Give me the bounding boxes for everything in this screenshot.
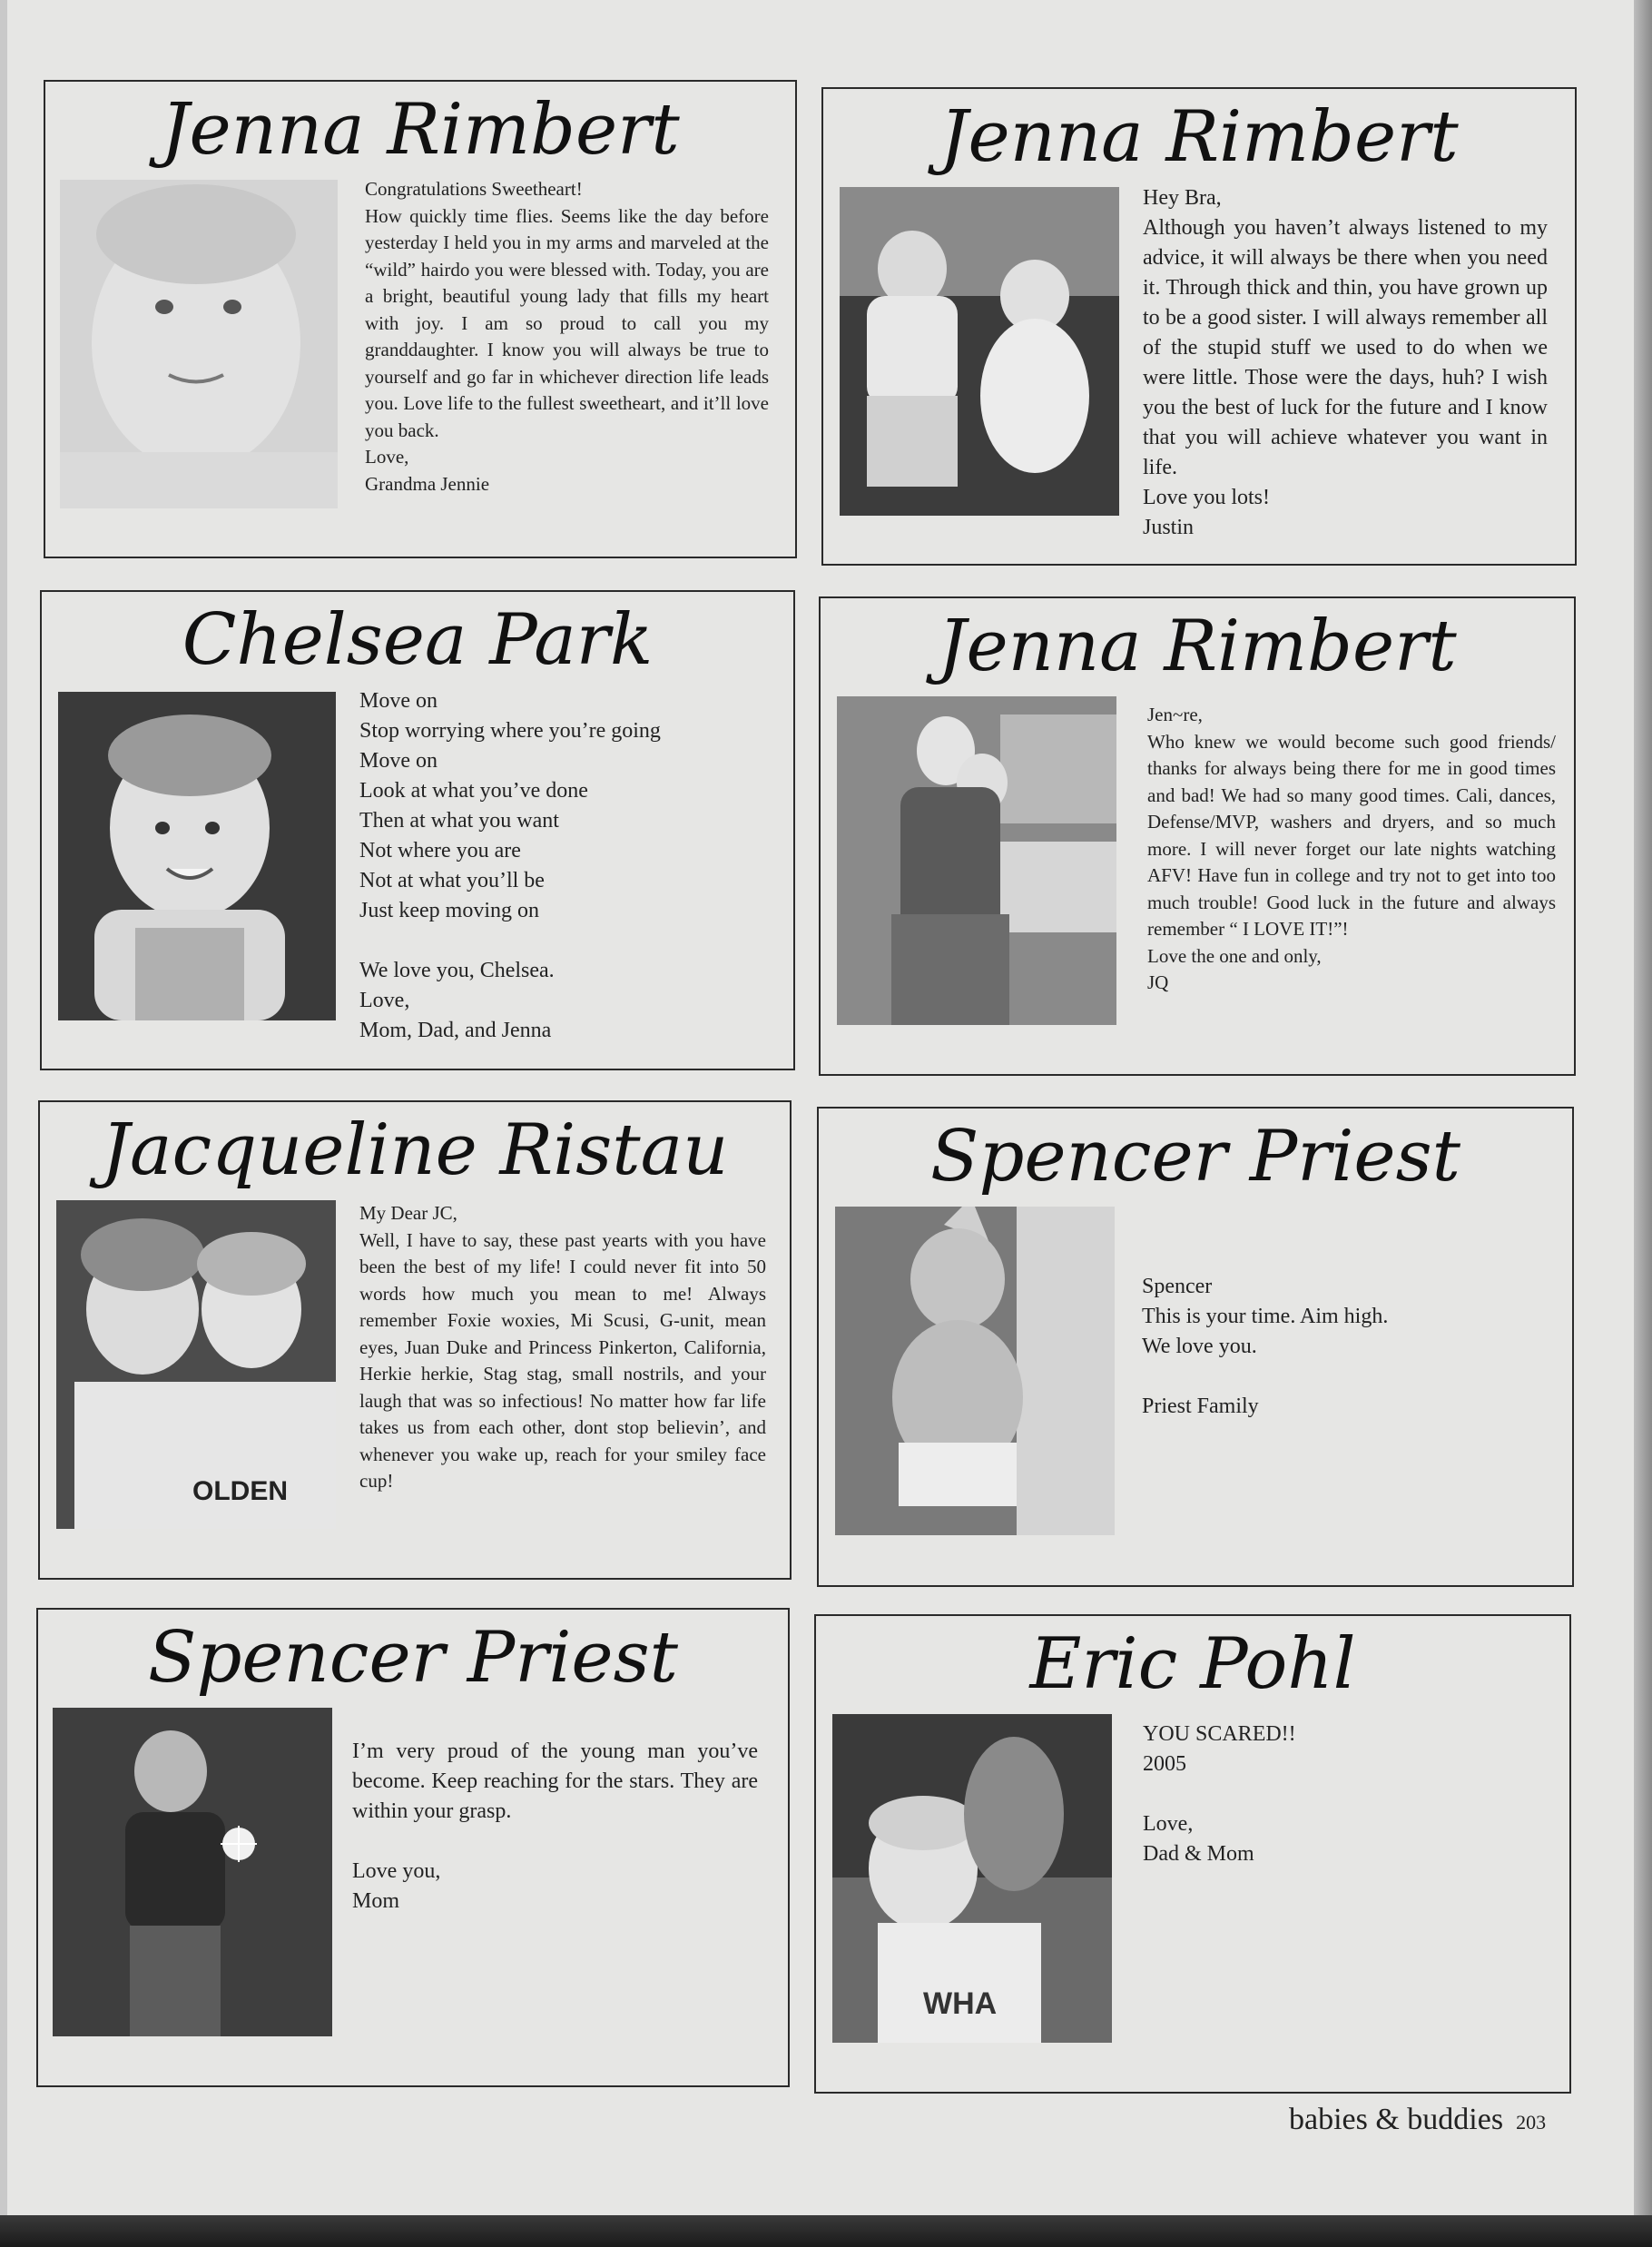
student-name: Jacqueline Ristau — [101, 1109, 729, 1191]
page-number: 203 — [1516, 2111, 1547, 2134]
student-name: Spencer Priest — [930, 1116, 1460, 1197]
svg-text:WHA: WHA — [923, 1986, 998, 2021]
student-name: Jenna Rimbert — [161, 89, 680, 171]
section-title: babies & buddies — [1289, 2103, 1504, 2136]
message-text: My Dear JC, Well, I have to say, these past yearts with you have been the best of my life! I could never fit into 50 words how much you mean to me! Always remember Foxie woxies, Mi Scusi, G-unit, mean eyes, Juan Duke and Princess Pinkerton, California, Herkie herkie, Stag stag, small nostrils, and your laugh that was so infectious! No matter how far life takes us from each other, dont stop believin’, and whenever you wake up, reach for your smiley face cup! — [359, 1202, 766, 1492]
child-photo — [53, 1708, 332, 2036]
ad-box — [817, 1107, 1574, 1587]
student-name: Jenna Rimbert — [939, 96, 1459, 178]
ad-box — [821, 87, 1577, 566]
page-edge-bottom — [0, 2215, 1652, 2247]
student-name: Chelsea Park — [182, 599, 654, 681]
student-name: Eric Pohl — [1029, 1623, 1356, 1705]
message-text: Spencer This is your time. Aim high. We love you. Priest Family — [1142, 1275, 1389, 1418]
child-photo — [832, 1714, 1112, 2043]
baby-photo — [835, 1207, 1115, 1535]
friends-photo — [837, 696, 1116, 1025]
message-text: Move on Stop worrying where you’re going Move on Look at what you’ve done Then at what you want Not where you are Not at what you’ll be Just keep moving on We love you, Chelsea. Love, Mom, Dad, and Jenna — [359, 689, 661, 1042]
ad-box — [819, 596, 1576, 1076]
student-name: Spencer Priest — [148, 1617, 678, 1699]
message-text: Jen~re, Who knew we would become such good friends/ thanks for always being there for me in good times and bad! We had so many good times. Cali, dances, Defense/MVP, washers and dryers, and so much more. I will never forget our late nights watching AFV! Have fun in college and try not to get into too much trouble! Good luck in the future and always remember “ I LOVE IT!”! Love the one and only, JQ — [1147, 704, 1556, 993]
ad-box — [40, 590, 795, 1070]
page-edge-left — [0, 0, 7, 2215]
page-footer — [1289, 2103, 1546, 2137]
kids-photo — [840, 187, 1119, 516]
ad-box — [44, 80, 797, 558]
message-text: YOU SCARED!! 2005 Love, Dad & Mom — [1143, 1722, 1296, 1866]
ad-box — [814, 1614, 1571, 2094]
message-text: I’m very proud of the young man you’ve become. Keep reaching for the stars. They are within your grasp. Love you, Mom — [352, 1739, 758, 1913]
friends-photo — [56, 1200, 336, 1529]
svg-text:OLDEN: OLDEN — [192, 1476, 288, 1506]
ad-box — [38, 1100, 792, 1580]
message-text: Hey Bra, Although you haven’t always listened to my advice, it will always be there when you need it. Through thick and thin, you have grown up to be a good sister. I will always remember all of the stupid stuff we used to do when we were little. Those were the days, huh? I wish you the best of luck for the future and I know that you will achieve whatever you want in life. Love you lots! Justin — [1143, 186, 1548, 539]
baby-photo — [60, 180, 338, 508]
page-edge-right — [1634, 0, 1652, 2247]
student-name: Jenna Rimbert — [938, 606, 1457, 687]
ad-box — [36, 1608, 790, 2087]
message-text: Congratulations Sweetheart! How quickly time flies. Seems like the day before yesterday I held you in my arms and marveled at the “wild” hairdo you were blessed with. Today, you are a bright, beautiful young lady that fills my heart with joy. I am so proud to call you my granddaughter. I know you will always be true to yourself and go far in whichever direction life leads you. Love life to the fullest sweetheart, and it’ll love you back. Love, Grandma Jennie — [365, 178, 769, 495]
baby-photo — [58, 692, 336, 1020]
